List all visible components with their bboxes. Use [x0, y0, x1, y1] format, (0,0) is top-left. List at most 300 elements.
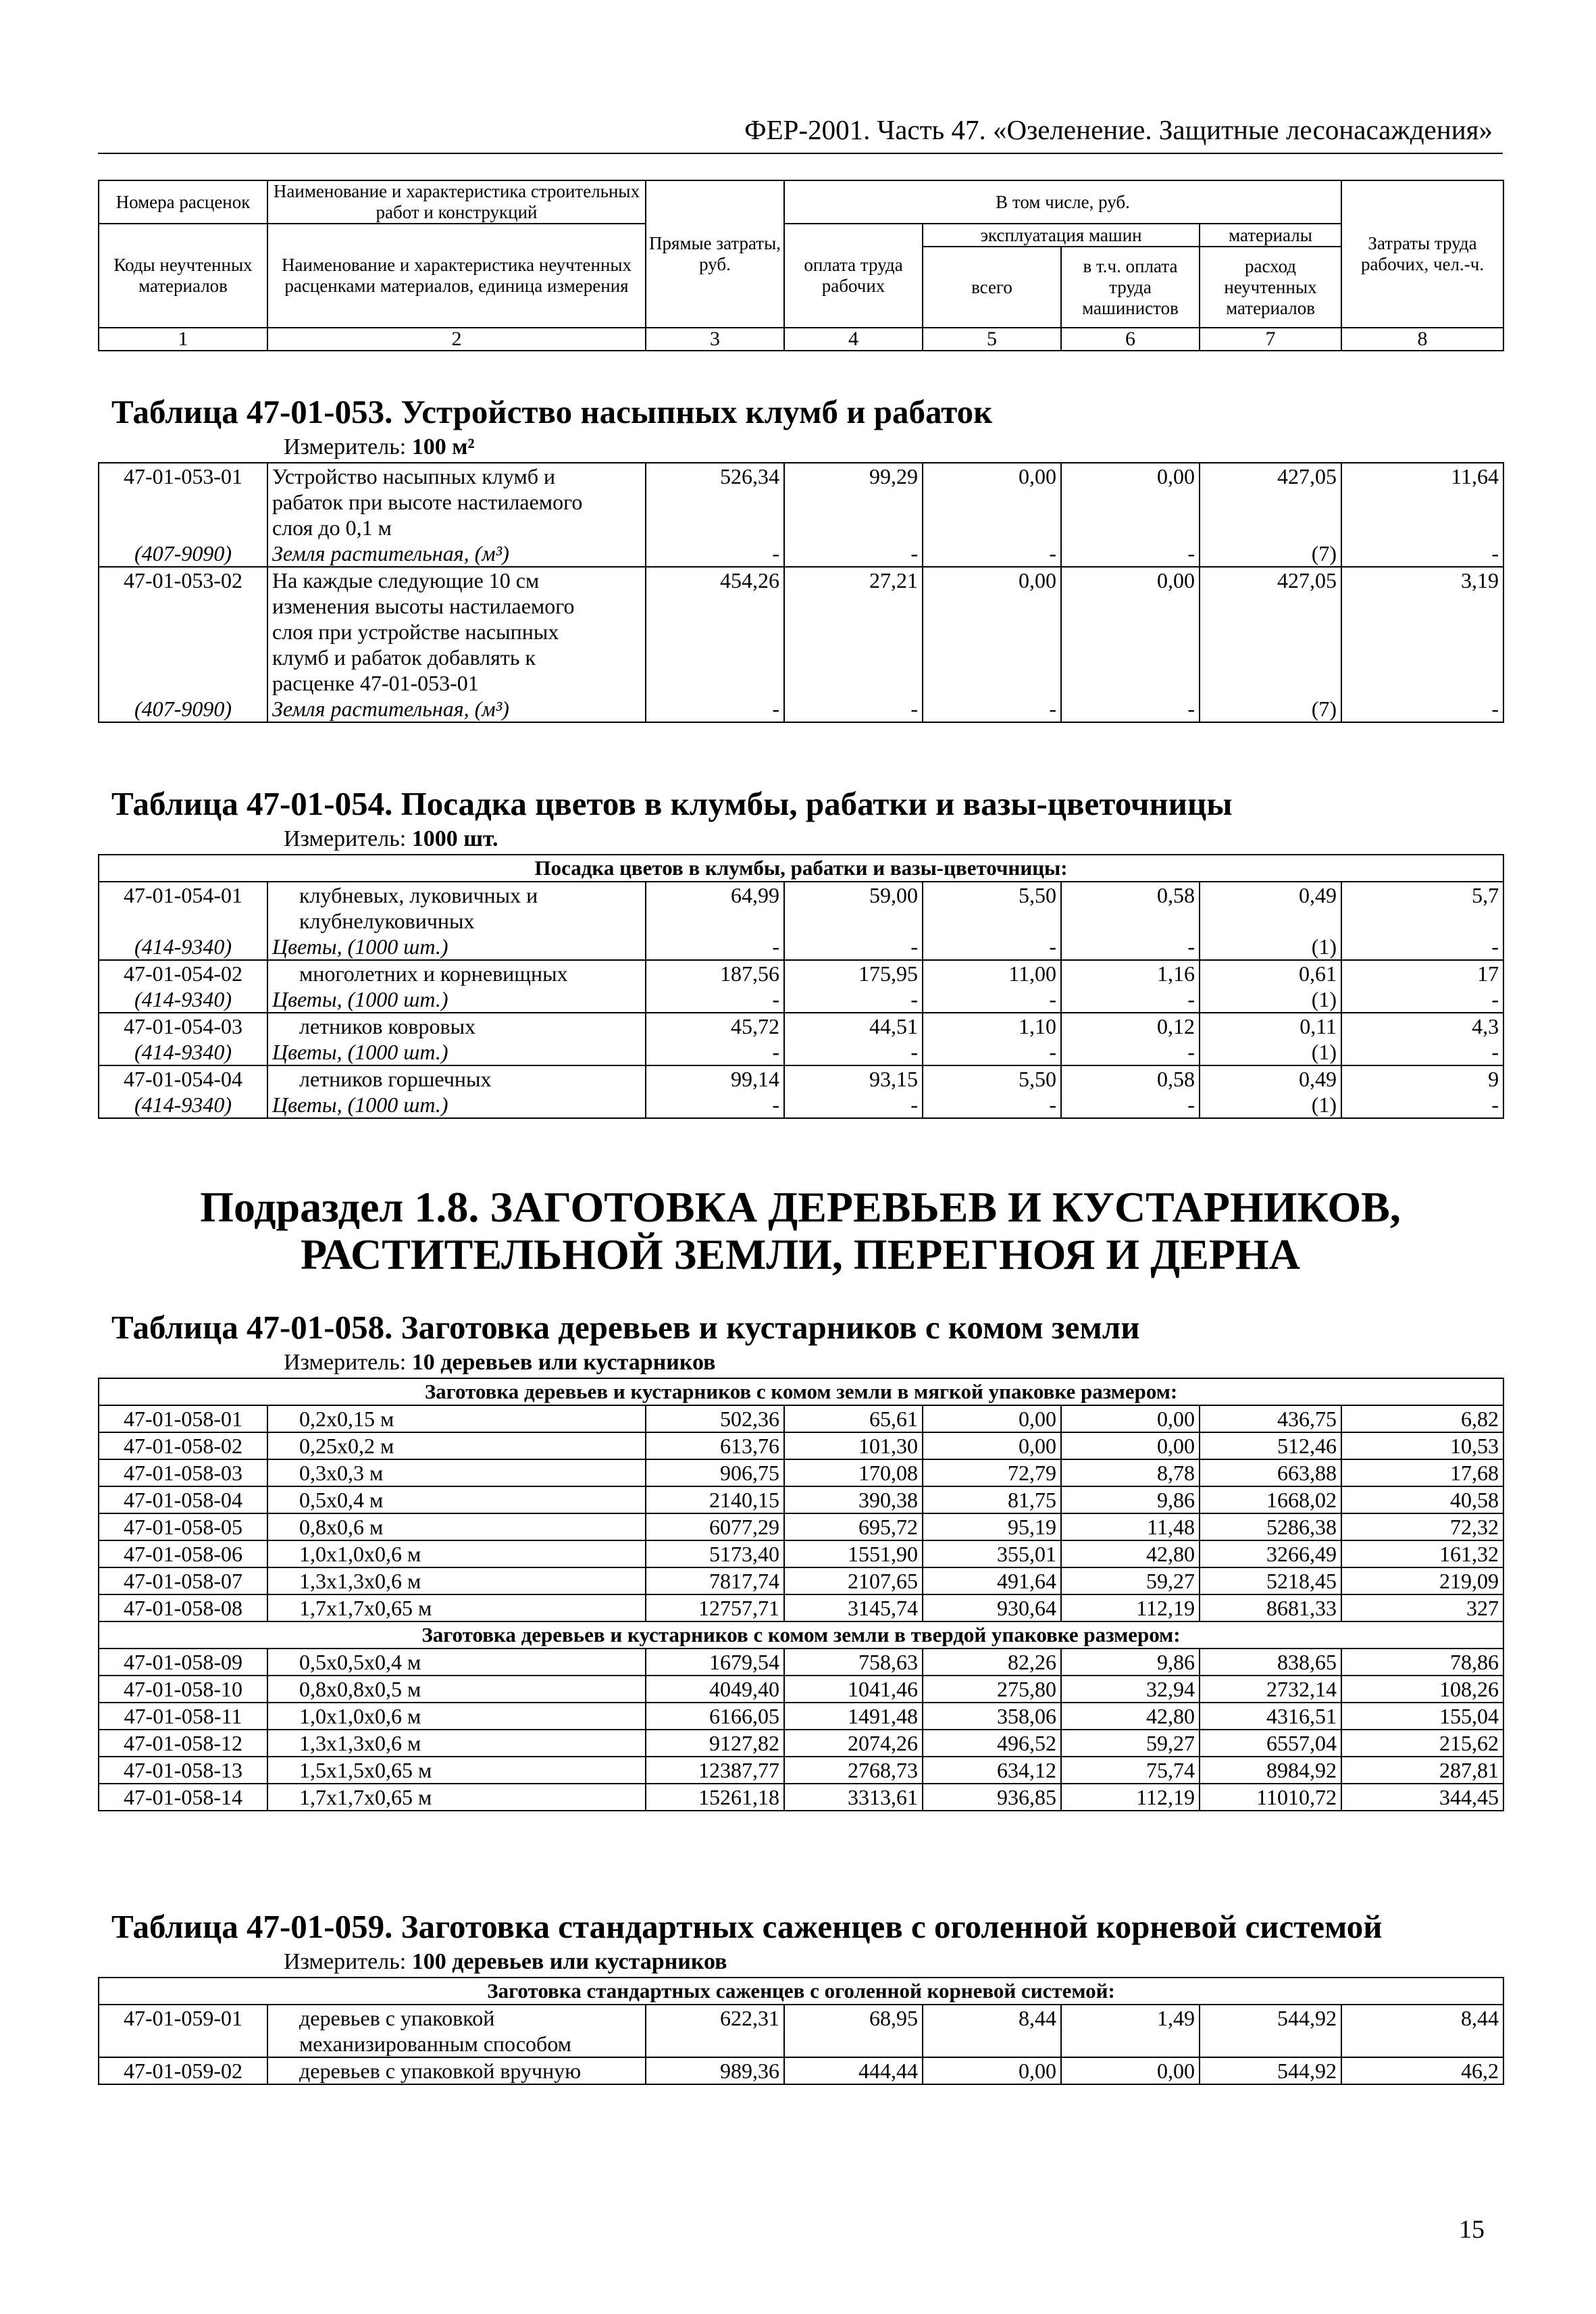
worker-wages: 2107,65: [784, 1567, 923, 1594]
labor-costs: 161,32: [1341, 1540, 1503, 1567]
unaccounted-materials: 2732,14: [1200, 1676, 1341, 1703]
material-direct-costs: -: [646, 986, 784, 1013]
table-row: [99, 1486, 1503, 1513]
labor-costs: 10,53: [1341, 1432, 1503, 1459]
material-worker-wages: -: [784, 1039, 923, 1065]
column-number: 6: [1061, 328, 1200, 351]
table-47-01-053: [98, 462, 1504, 723]
labor-costs: 46,2: [1341, 2057, 1503, 2084]
material-code: (414-9340): [99, 1092, 267, 1118]
material-unaccounted-materials: (1): [1200, 934, 1341, 960]
labor-costs: 219,09: [1341, 1567, 1503, 1594]
work-name: [267, 882, 646, 934]
table-row: [99, 1649, 1503, 1676]
material-labor-costs: -: [1341, 934, 1503, 960]
rate-code: 47-01-058-07: [99, 1567, 267, 1594]
direct-costs: 187,56: [646, 960, 784, 986]
material-code: (414-9340): [99, 986, 267, 1013]
unaccounted-materials: 544,92: [1200, 2057, 1341, 2084]
machines-total: 72,79: [923, 1459, 1061, 1486]
table-row: [99, 1405, 1503, 1432]
material-unaccounted-materials: (7): [1200, 696, 1341, 722]
column-number-row: [99, 328, 1503, 351]
cell-text-line: изменения высоты настилаемого: [272, 594, 575, 618]
rate-code: 47-01-059-01: [99, 2005, 267, 2057]
direct-costs: 2140,15: [646, 1486, 784, 1513]
header-rule: [98, 153, 1503, 154]
worker-wages: 695,72: [784, 1513, 923, 1540]
machines-total: 81,75: [923, 1486, 1061, 1513]
unaccounted-materials: 436,75: [1200, 1405, 1341, 1432]
cell-text-line: слоя до 0,1 м: [272, 515, 392, 540]
work-name: 0,5х0,5х0,4 м: [267, 1649, 646, 1676]
material-labor-costs: -: [1341, 1039, 1503, 1065]
machines-total: 11,00: [923, 960, 1061, 986]
material-worker-wages: -: [784, 986, 923, 1013]
material-direct-costs: -: [646, 1092, 784, 1118]
machinist-wages: 0,00: [1061, 567, 1200, 696]
work-name: 1,0х1,0х0,6 м: [267, 1703, 646, 1730]
material-unaccounted-materials: (1): [1200, 986, 1341, 1013]
machines-total: 95,19: [923, 1513, 1061, 1540]
material-row: [99, 1092, 1503, 1118]
worker-wages: 1491,48: [784, 1703, 923, 1730]
machinist-wages: 112,19: [1061, 1784, 1200, 1811]
labor-costs: 108,26: [1341, 1676, 1503, 1703]
machines-total: 936,85: [923, 1784, 1061, 1811]
unaccounted-materials: 8681,33: [1200, 1594, 1341, 1621]
material-direct-costs: -: [646, 696, 784, 722]
material-row: [99, 696, 1503, 722]
cell-text-line: летников горшечных: [299, 1067, 492, 1091]
machines-total: 0,00: [923, 463, 1061, 540]
direct-costs: 12387,77: [646, 1757, 784, 1784]
rate-code: 47-01-058-11: [99, 1703, 267, 1730]
machinist-wages: 75,74: [1061, 1757, 1200, 1784]
worker-wages: 170,08: [784, 1459, 923, 1486]
machines-total: 634,12: [923, 1757, 1061, 1784]
rate-code: 47-01-058-14: [99, 1784, 267, 1811]
machines-total: 0,00: [923, 2057, 1061, 2084]
subsection-heading: [98, 1184, 1503, 1278]
work-name: 1,0х1,0х0,6 м: [267, 1540, 646, 1567]
material-unaccounted-materials: (1): [1200, 1039, 1341, 1065]
worker-wages: 65,61: [784, 1405, 923, 1432]
table-row: [99, 2057, 1503, 2084]
material-machines-total: -: [923, 540, 1061, 567]
table-row: [99, 1013, 1503, 1039]
material-row: [99, 540, 1503, 567]
worker-wages: 1551,90: [784, 1540, 923, 1567]
rate-code: 47-01-058-02: [99, 1432, 267, 1459]
column-header-table: [98, 180, 1504, 351]
material-machines-total: -: [923, 1039, 1061, 1065]
material-machinist-wages: -: [1061, 1039, 1200, 1065]
work-name: 0,3х0,3 м: [267, 1459, 646, 1486]
cell-text-line: рабаток при высоте настилаемого: [272, 490, 583, 514]
unaccounted-materials: 6557,04: [1200, 1730, 1341, 1757]
worker-wages: 1041,46: [784, 1676, 923, 1703]
group-header: Заготовка деревьев и кустарников с комом земли в твердой упаковке размером:: [99, 1621, 1503, 1649]
material-direct-costs: -: [646, 934, 784, 960]
table-row: [99, 1757, 1503, 1784]
meter-value: 100 м²: [411, 434, 475, 459]
direct-costs: 5173,40: [646, 1540, 784, 1567]
unaccounted-materials: 838,65: [1200, 1649, 1341, 1676]
direct-costs: 622,31: [646, 2005, 784, 2057]
cell-text-line: расценке 47-01-053-01: [272, 671, 479, 695]
work-name: 0,25х0,2 м: [267, 1432, 646, 1459]
machinist-wages: 1,16: [1061, 960, 1200, 986]
unaccounted-materials: 544,92: [1200, 2005, 1341, 2057]
labor-costs: 287,81: [1341, 1757, 1503, 1784]
column-number: 8: [1341, 328, 1503, 351]
group-header-row: [99, 1621, 1503, 1649]
cell-text-line: деревьев с упаковкой: [299, 2006, 495, 2030]
unaccounted-materials: 5218,45: [1200, 1567, 1341, 1594]
table-row: [99, 1459, 1503, 1486]
table-title: Таблица 47-01-053. Устройство насыпных клумб и рабаток: [111, 393, 993, 430]
rate-code: 47-01-054-04: [99, 1065, 267, 1092]
machines-total: 275,80: [923, 1676, 1061, 1703]
table-47-01-054-section: [98, 784, 1503, 1119]
group-header-row: [99, 1978, 1503, 2005]
labor-costs: 11,64: [1341, 463, 1503, 540]
machines-total: 355,01: [923, 1540, 1061, 1567]
machines-total: 358,06: [923, 1703, 1061, 1730]
work-name: 1,5х1,5х0,65 м: [267, 1757, 646, 1784]
material-code: (414-9340): [99, 1039, 267, 1065]
subsection-heading-line: Подраздел 1.8. ЗАГОТОВКА ДЕРЕВЬЕВ И КУСТАРНИКОВ,: [200, 1183, 1401, 1231]
material-name: Земля растительная, (м³): [267, 540, 646, 567]
worker-wages: 99,29: [784, 463, 923, 540]
table-row: [99, 1594, 1503, 1621]
unaccounted-materials: 4316,51: [1200, 1703, 1341, 1730]
direct-costs: 502,36: [646, 1405, 784, 1432]
direct-costs: 906,75: [646, 1459, 784, 1486]
cell-text-line: клубнелуковичных: [299, 909, 475, 933]
work-name: 0,2х0,15 м: [267, 1405, 646, 1432]
direct-costs: 526,34: [646, 463, 784, 540]
group-header: Заготовка стандартных саженцев с оголенной корневой системой:: [99, 1978, 1503, 2005]
table-row: [99, 567, 1503, 696]
table-47-01-053-section: [98, 392, 1503, 723]
meter-value: 100 деревьев или кустарников: [411, 1949, 727, 1974]
cell-text-line: слоя при устройстве насыпных: [272, 620, 559, 644]
machines-total: 0,00: [923, 567, 1061, 696]
rate-code: 47-01-053-01: [99, 463, 267, 540]
labor-costs: 72,32: [1341, 1513, 1503, 1540]
material-machinist-wages: -: [1061, 540, 1200, 567]
table-meter: [284, 824, 1503, 854]
material-direct-costs: -: [646, 540, 784, 567]
machinist-wages: 0,12: [1061, 1013, 1200, 1039]
rate-code: 47-01-058-06: [99, 1540, 267, 1567]
rate-code: 47-01-058-12: [99, 1730, 267, 1757]
cell-text-line: летников ковровых: [299, 1014, 476, 1038]
header-including: В том числе, руб.: [784, 180, 1341, 224]
labor-costs: 17,68: [1341, 1459, 1503, 1486]
meter-label: Измеритель:: [284, 1949, 407, 1974]
meter-label: Измеритель:: [284, 434, 407, 459]
machinist-wages: 0,58: [1061, 1065, 1200, 1092]
material-name: Цветы, (1000 шт.): [267, 934, 646, 960]
direct-costs: 45,72: [646, 1013, 784, 1039]
cell-text-line: На каждые следующие 10 см: [272, 568, 540, 593]
table-row: [99, 1703, 1503, 1730]
labor-costs: 6,82: [1341, 1405, 1503, 1432]
table-row: [99, 882, 1503, 934]
rate-code: 47-01-058-09: [99, 1649, 267, 1676]
table-row: [99, 1432, 1503, 1459]
unaccounted-materials: 427,05: [1200, 463, 1341, 540]
material-row: [99, 934, 1503, 960]
worker-wages: 444,44: [784, 2057, 923, 2084]
direct-costs: 6077,29: [646, 1513, 784, 1540]
material-worker-wages: -: [784, 540, 923, 567]
table-row: [99, 2005, 1503, 2057]
worker-wages: 44,51: [784, 1013, 923, 1039]
meter-value: 10 деревьев или кустарников: [411, 1350, 716, 1375]
direct-costs: 1679,54: [646, 1649, 784, 1676]
column-number: 7: [1200, 328, 1341, 351]
rate-code: 47-01-059-02: [99, 2057, 267, 2084]
column-number: 3: [646, 328, 784, 351]
unaccounted-materials: 1668,02: [1200, 1486, 1341, 1513]
machinist-wages: 1,49: [1061, 2005, 1200, 2057]
machinist-wages: 8,78: [1061, 1459, 1200, 1486]
work-name: [267, 1065, 646, 1092]
labor-costs: 215,62: [1341, 1730, 1503, 1757]
machinist-wages: 0,00: [1061, 1405, 1200, 1432]
table-title: Таблица 47-01-054. Посадка цветов в клумбы, рабатки и вазы-цветочницы: [111, 785, 1233, 822]
work-name: 1,7х1,7х0,65 м: [267, 1784, 646, 1811]
worker-wages: 27,21: [784, 567, 923, 696]
table-row: [99, 1065, 1503, 1092]
table-row: [99, 463, 1503, 540]
material-code: (407-9090): [99, 696, 267, 722]
labor-costs: 4,3: [1341, 1013, 1503, 1039]
machinist-wages: 9,86: [1061, 1486, 1200, 1513]
material-machines-total: -: [923, 696, 1061, 722]
worker-wages: 390,38: [784, 1486, 923, 1513]
rate-code: 47-01-054-02: [99, 960, 267, 986]
labor-costs: 40,58: [1341, 1486, 1503, 1513]
table-row: [99, 960, 1503, 986]
column-number: 4: [784, 328, 923, 351]
rate-code: 47-01-058-03: [99, 1459, 267, 1486]
header-materials: материалы: [1200, 224, 1341, 247]
direct-costs: 9127,82: [646, 1730, 784, 1757]
machines-total: 496,52: [923, 1730, 1061, 1757]
material-row: [99, 1039, 1503, 1065]
machines-total: 82,26: [923, 1649, 1061, 1676]
material-worker-wages: -: [784, 696, 923, 722]
material-labor-costs: -: [1341, 1092, 1503, 1118]
work-name: 0,8х0,8х0,5 м: [267, 1676, 646, 1703]
header-machine-operation: эксплуатация машин: [923, 224, 1200, 247]
material-machinist-wages: -: [1061, 986, 1200, 1013]
rate-code: 47-01-054-01: [99, 882, 267, 934]
table-47-01-059-section: [98, 1907, 1503, 2085]
machines-total: 0,00: [923, 1432, 1061, 1459]
table-title: Таблица 47-01-059. Заготовка стандартных саженцев с оголенной корневой системой: [111, 1908, 1383, 1945]
unaccounted-materials: 427,05: [1200, 567, 1341, 696]
table-row: [99, 1540, 1503, 1567]
rate-code: 47-01-054-03: [99, 1013, 267, 1039]
machinist-wages: 112,19: [1061, 1594, 1200, 1621]
group-header-row: [99, 855, 1503, 882]
machines-total: 0,00: [923, 1405, 1061, 1432]
machinist-wages: 9,86: [1061, 1649, 1200, 1676]
header-direct-costs: Прямые затраты, руб.: [646, 180, 784, 328]
labor-costs: 3,19: [1341, 567, 1503, 696]
material-worker-wages: -: [784, 934, 923, 960]
material-unaccounted-materials: (1): [1200, 1092, 1341, 1118]
rate-code: 47-01-058-08: [99, 1594, 267, 1621]
table-meter: [284, 1348, 1503, 1378]
cell-text-line: многолетних и корневищных: [299, 961, 568, 986]
column-number: 5: [923, 328, 1061, 351]
machines-total: 5,50: [923, 1065, 1061, 1092]
worker-wages: 3313,61: [784, 1784, 923, 1811]
material-labor-costs: -: [1341, 540, 1503, 567]
work-name: 1,3х1,3х0,6 м: [267, 1730, 646, 1757]
unaccounted-materials: 0,49: [1200, 882, 1341, 934]
header-machinist-wages: в т.ч. оплата труда машинистов: [1061, 247, 1200, 328]
worker-wages: 59,00: [784, 882, 923, 934]
material-machinist-wages: -: [1061, 1092, 1200, 1118]
rate-code: 47-01-058-10: [99, 1676, 267, 1703]
cell-text-line: деревьев с упаковкой вручную: [299, 2059, 582, 2083]
machines-total: 5,50: [923, 882, 1061, 934]
unaccounted-materials: 3266,49: [1200, 1540, 1341, 1567]
labor-costs: 344,45: [1341, 1784, 1503, 1811]
cell-text-line: механизированным способом: [299, 2032, 571, 2056]
group-header: Посадка цветов в клумбы, рабатки и вазы-цветочницы:: [99, 855, 1503, 882]
rate-code: 47-01-058-05: [99, 1513, 267, 1540]
material-machines-total: -: [923, 1092, 1061, 1118]
running-header: ФЕР-2001. Часть 47. «Озеленение. Защитные лесонасаждения»: [744, 114, 1493, 145]
column-number: 2: [267, 328, 646, 351]
table-47-01-054: [98, 854, 1504, 1119]
header-rate-numbers: Номера расценок: [99, 180, 267, 224]
direct-costs: 64,99: [646, 882, 784, 934]
material-machines-total: -: [923, 934, 1061, 960]
direct-costs: 613,76: [646, 1432, 784, 1459]
worker-wages: 93,15: [784, 1065, 923, 1092]
machines-total: 8,44: [923, 2005, 1061, 2057]
direct-costs: 4049,40: [646, 1676, 784, 1703]
material-worker-wages: -: [784, 1092, 923, 1118]
material-labor-costs: -: [1341, 986, 1503, 1013]
header-work-description: Наименование и характеристика строительных работ и конструкций: [267, 180, 646, 224]
work-name: [267, 2057, 646, 2084]
machinist-wages: 0,58: [1061, 882, 1200, 934]
table-47-01-059: [98, 1977, 1504, 2085]
header-machines-total: всего: [923, 247, 1061, 328]
unaccounted-materials: 5286,38: [1200, 1513, 1341, 1540]
machinist-wages: 42,80: [1061, 1703, 1200, 1730]
machinist-wages: 42,80: [1061, 1540, 1200, 1567]
material-name: Цветы, (1000 шт.): [267, 1092, 646, 1118]
unaccounted-materials: 0,11: [1200, 1013, 1341, 1039]
meter-value: 1000 шт.: [411, 826, 498, 851]
unaccounted-materials: 512,46: [1200, 1432, 1341, 1459]
table-meter: [284, 432, 1503, 462]
meter-label: Измеритель:: [284, 1350, 407, 1375]
work-name: [267, 567, 646, 696]
work-name: [267, 463, 646, 540]
cell-text-line: клубневых, луковичных и: [299, 883, 538, 907]
direct-costs: 15261,18: [646, 1784, 784, 1811]
worker-wages: 175,95: [784, 960, 923, 986]
table-row: [99, 1676, 1503, 1703]
rate-code: 47-01-058-13: [99, 1757, 267, 1784]
work-name: 0,8х0,6 м: [267, 1513, 646, 1540]
labor-costs: 5,7: [1341, 882, 1503, 934]
table-47-01-058: [98, 1378, 1504, 1811]
material-unaccounted-materials: (7): [1200, 540, 1341, 567]
cell-text-line: клумб и рабаток добавлять к: [272, 645, 536, 670]
header-material-codes: Коды неучтенных материалов: [99, 224, 267, 328]
material-name: Цветы, (1000 шт.): [267, 986, 646, 1013]
direct-costs: 7817,74: [646, 1567, 784, 1594]
direct-costs: 6166,05: [646, 1703, 784, 1730]
rate-code: 47-01-053-02: [99, 567, 267, 696]
header-unaccounted-materials: расход неучтенных материалов: [1200, 247, 1341, 328]
machinist-wages: 32,94: [1061, 1676, 1200, 1703]
cell-text-line: Устройство насыпных клумб и: [272, 464, 556, 488]
header-material-description: Наименование и характеристика неучтенных расценками материалов, единица измерения: [267, 224, 646, 328]
direct-costs: 12757,71: [646, 1594, 784, 1621]
machinist-wages: 11,48: [1061, 1513, 1200, 1540]
table-title: Таблица 47-01-058. Заготовка деревьев и кустарников с комом земли: [111, 1309, 1140, 1346]
machinist-wages: 0,00: [1061, 463, 1200, 540]
direct-costs: 454,26: [646, 567, 784, 696]
material-labor-costs: -: [1341, 696, 1503, 722]
labor-costs: 155,04: [1341, 1703, 1503, 1730]
group-header-row: [99, 1378, 1503, 1405]
work-name: 1,3х1,3х0,6 м: [267, 1567, 646, 1594]
labor-costs: 78,86: [1341, 1649, 1503, 1676]
unaccounted-materials: 8984,92: [1200, 1757, 1341, 1784]
unaccounted-materials: 0,49: [1200, 1065, 1341, 1092]
worker-wages: 2768,73: [784, 1757, 923, 1784]
rate-code: 47-01-058-01: [99, 1405, 267, 1432]
header-worker-wages: оплата труда рабочих: [784, 224, 923, 328]
table-row: [99, 1784, 1503, 1811]
work-name: [267, 2005, 646, 2057]
work-name: 0,5х0,4 м: [267, 1486, 646, 1513]
table-47-01-058-section: [98, 1307, 1503, 1811]
machinist-wages: 59,27: [1061, 1567, 1200, 1594]
meter-label: Измеритель:: [284, 826, 407, 851]
table-row: [99, 1730, 1503, 1757]
material-name: Земля растительная, (м³): [267, 696, 646, 722]
direct-costs: 99,14: [646, 1065, 784, 1092]
table-row: [99, 1513, 1503, 1540]
machinist-wages: 0,00: [1061, 1432, 1200, 1459]
labor-costs: 17: [1341, 960, 1503, 986]
table-meter: [284, 1947, 1503, 1977]
worker-wages: 758,63: [784, 1649, 923, 1676]
machinist-wages: 0,00: [1061, 2057, 1200, 2084]
labor-costs: 9: [1341, 1065, 1503, 1092]
material-machines-total: -: [923, 986, 1061, 1013]
group-header: Заготовка деревьев и кустарников с комом земли в мягкой упаковке размером:: [99, 1378, 1503, 1405]
work-name: [267, 960, 646, 986]
